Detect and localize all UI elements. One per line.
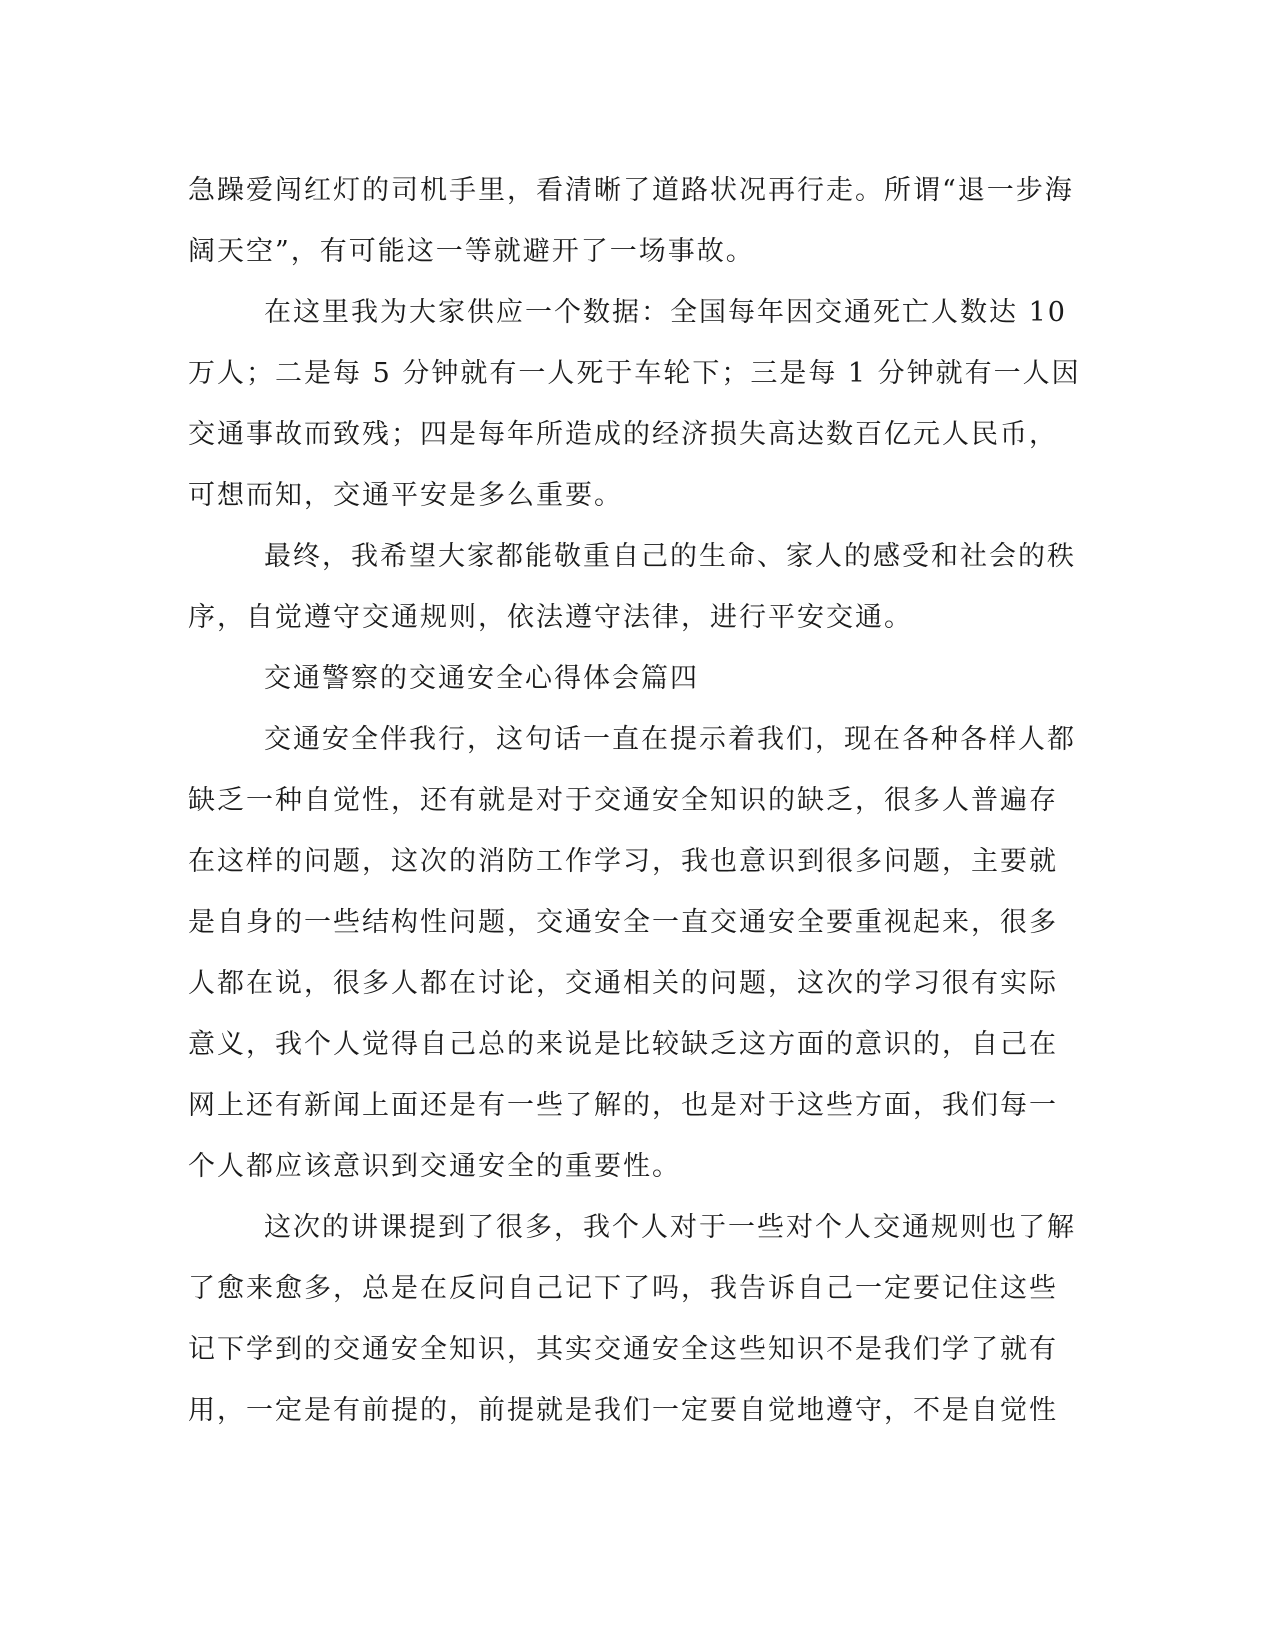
text-line: 是自身的一些结构性问题，交通安全一直交通安全要重视起来，很多	[188, 907, 1058, 938]
text-line: 记下学到的交通安全知识，其实交通安全这些知识不是我们学了就有	[188, 1334, 1058, 1365]
text-line: 人都在说，很多人都在讨论，交通相关的问题，这次的学习很有实际	[188, 968, 1058, 999]
text-line: 用，一定是有前提的，前提就是我们一定要自觉地遵守，不是自觉性	[188, 1395, 1058, 1426]
paragraph-first-line: 交通安全伴我行，这句话一直在提示着我们，现在各种各样人都	[264, 724, 1076, 755]
text-line: 急躁爱闯红灯的司机手里，看清晰了道路状况再行走。所谓“退一步海	[188, 175, 1074, 206]
text-line: 交通事故而致残；四是每年所造成的经济损失高达数百亿元人民币，	[188, 419, 1058, 450]
text-line: 缺乏一种自觉性，还有就是对于交通安全知识的缺乏，很多人普遍存	[188, 785, 1058, 816]
text-line: 可想而知，交通平安是多么重要。	[188, 480, 623, 511]
text-line: 个人都应该意识到交通安全的重要性。	[188, 1151, 681, 1182]
text-line: 了愈来愈多，总是在反问自己记下了吗，我告诉自己一定要记住这些	[188, 1273, 1058, 1304]
paragraph-first-line: 最终，我希望大家都能敬重自己的生命、家人的感受和社会的秩	[264, 541, 1076, 572]
text-line: 网上还有新闻上面还是有一些了解的，也是对于这些方面，我们每一	[188, 1090, 1058, 1121]
paragraph-first-line: 在这里我为大家供应一个数据：全国每年因交通死亡人数达 10	[264, 297, 1067, 328]
text-line: 阔天空”，有可能这一等就避开了一场事故。	[188, 236, 755, 267]
text-line: 意义，我个人觉得自己总的来说是比较缺乏这方面的意识的，自己在	[188, 1029, 1058, 1060]
paragraph-first-line: 这次的讲课提到了很多，我个人对于一些对个人交通规则也了解	[264, 1212, 1076, 1243]
text-line: 序，自觉遵守交通规则，依法遵守法律，进行平安交通。	[188, 602, 913, 633]
text-line: 在这样的问题，这次的消防工作学习，我也意识到很多问题，主要就	[188, 846, 1058, 877]
text-line: 万人；二是每 5 分钟就有一人死于车轮下；三是每 1 分钟就有一人因	[188, 358, 1081, 389]
document-body	[188, 160, 1088, 1441]
paragraph-first-line: 交通警察的交通安全心得体会篇四	[264, 663, 699, 694]
